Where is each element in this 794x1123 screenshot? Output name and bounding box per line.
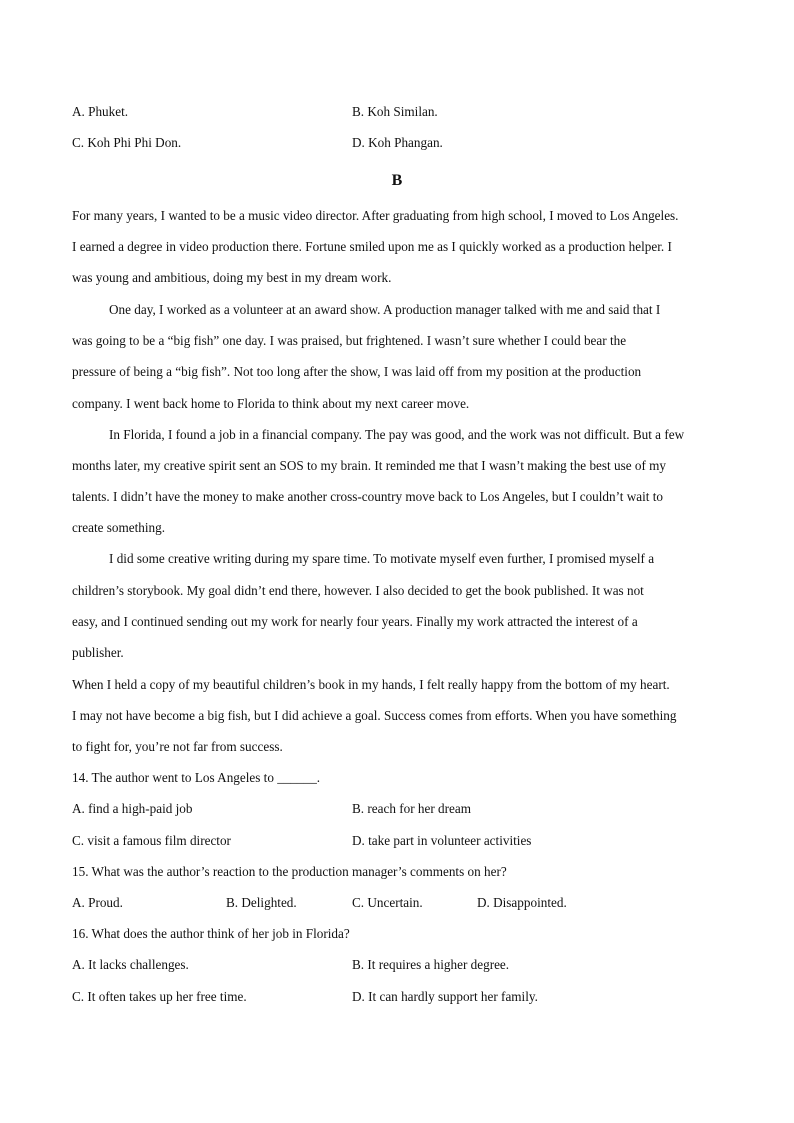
q14-option-b: B. reach for her dream <box>352 801 471 816</box>
passage-line: to fight for, you’re not far from success. <box>72 739 283 754</box>
passage-line: One day, I worked as a volunteer at an award show. A production manager talked with me and said that I <box>109 302 661 317</box>
passage-line: was young and ambitious, doing my best in my dream work. <box>72 270 392 285</box>
passage-line: months later, my creative spirit sent an SOS to my brain. It reminded me that I wasn’t making the best use of my <box>72 458 667 473</box>
q15-option-c: C. Uncertain. <box>352 895 423 910</box>
passage-line: create something. <box>72 520 166 535</box>
q13-option-d: D. Koh Phangan. <box>352 135 443 150</box>
passage-line: pressure of being a “big fish”. Not too long after the show, I was laid off from my position at the production <box>72 364 642 379</box>
q16-stem: 16. What does the author think of her job in Florida? <box>72 926 350 941</box>
q15-option-d: D. Disappointed. <box>477 895 567 910</box>
q13-option-a: A. Phuket. <box>72 104 129 119</box>
q15-option-b: B. Delighted. <box>226 895 297 910</box>
passage-line: company. I went back home to Florida to think about my next career move. <box>72 396 470 411</box>
q15-option-a: A. Proud. <box>72 895 123 910</box>
q16-option-b: B. It requires a higher degree. <box>352 957 510 972</box>
passage-line: For many years, I wanted to be a music video director. After graduating from high school, I moved to Los Angeles. <box>72 208 679 223</box>
section-title: B <box>391 172 403 189</box>
q16-option-c: C. It often takes up her free time. <box>72 989 247 1004</box>
q16-option-d: D. It can hardly support her family. <box>352 989 538 1004</box>
passage-line: talents. I didn’t have the money to make another cross-country move back to Los Angeles, but I couldn’t wait to <box>72 489 663 504</box>
q14-stem: 14. The author went to Los Angeles to ______. <box>72 770 321 785</box>
passage-line: I did some creative writing during my spare time. To motivate myself even further, I promised myself a <box>109 551 655 566</box>
q14-option-d: D. take part in volunteer activities <box>352 833 532 848</box>
q14-option-a: A. find a high-paid job <box>72 801 193 816</box>
q13-option-c: C. Koh Phi Phi Don. <box>72 135 182 150</box>
passage-line: children’s storybook. My goal didn’t end there, however. I also decided to get the book published. It was not <box>72 583 644 598</box>
passage-line: publisher. <box>72 645 124 660</box>
passage-line: When I held a copy of my beautiful children’s book in my hands, I felt really happy from the bottom of my heart. <box>72 677 670 692</box>
passage-line: In Florida, I found a job in a financial company. The pay was good, and the work was not difficult. But a few <box>109 427 685 442</box>
passage-line: was going to be a “big fish” one day. I was praised, but frightened. I wasn’t sure whether I could bear the <box>72 333 627 348</box>
q15-stem: 15. What was the author’s reaction to the production manager’s comments on her? <box>72 864 507 879</box>
passage-line: I may not have become a big fish, but I did achieve a goal. Success comes from efforts. When you have something <box>72 708 677 723</box>
q14-option-c: C. visit a famous film director <box>72 833 231 848</box>
q16-option-a: A. It lacks challenges. <box>72 957 189 972</box>
passage-line: I earned a degree in video production there. Fortune smiled upon me as I quickly worked as a production helper. I <box>72 239 672 254</box>
q13-option-b: B. Koh Similan. <box>352 104 438 119</box>
passage-line: easy, and I continued sending out my work for nearly four years. Finally my work attracted the interest of a <box>72 614 638 629</box>
